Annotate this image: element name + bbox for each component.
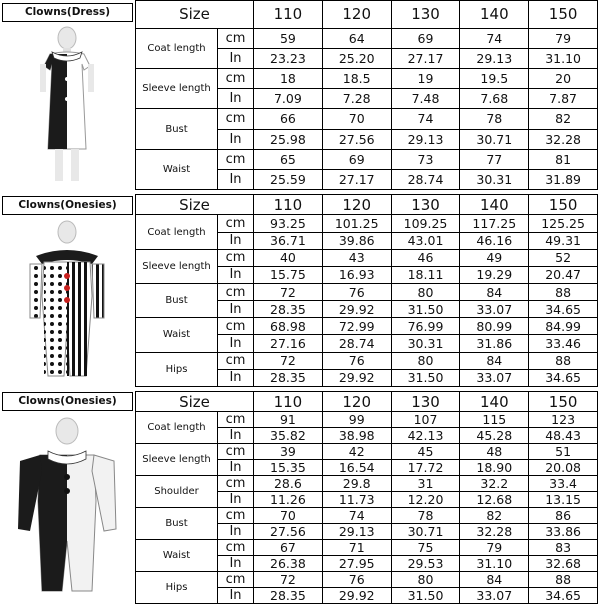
measurement-value: 20 xyxy=(529,69,598,89)
measurement-value: 33.46 xyxy=(529,335,598,352)
measurement-value: 51 xyxy=(529,444,598,460)
rows-onesies-2 xyxy=(136,412,598,604)
table-row xyxy=(136,215,598,232)
measurement-value: 20.08 xyxy=(529,460,598,476)
measurement-value: 30.31 xyxy=(460,169,529,189)
measurement-value: 33.07 xyxy=(460,588,529,604)
rows-onesies-1 xyxy=(136,215,598,387)
measurement-value: 69 xyxy=(322,149,391,169)
measurement-value: 73 xyxy=(391,149,460,169)
unit-label: cm xyxy=(218,318,254,335)
measurement-value: 29.8 xyxy=(322,476,391,492)
measurement-value: 31.50 xyxy=(391,369,460,386)
measurement-value: 69 xyxy=(391,28,460,48)
measurement-value: 31.50 xyxy=(391,301,460,318)
unit-label: In xyxy=(218,301,254,318)
measurement-value: 46 xyxy=(391,249,460,266)
measurement-value: 84.99 xyxy=(529,318,598,335)
size-chart-onesies-1 xyxy=(0,194,600,387)
unit-label: cm xyxy=(218,28,254,48)
measurement-value: 25.59 xyxy=(254,169,323,189)
measurement-value: 7.68 xyxy=(460,89,529,109)
measurement-label: Bust xyxy=(136,109,218,149)
unit-label: In xyxy=(218,588,254,604)
size-120: 120 xyxy=(322,392,391,412)
size-140: 140 xyxy=(460,1,529,29)
unit-label: In xyxy=(218,369,254,386)
measurement-value: 115 xyxy=(460,412,529,428)
table-row xyxy=(136,109,598,129)
size-110: 110 xyxy=(254,195,323,215)
unit-label: In xyxy=(218,492,254,508)
measurement-value: 82 xyxy=(460,508,529,524)
measurement-value: 75 xyxy=(391,540,460,556)
unit-label: cm xyxy=(218,572,254,588)
measurement-value: 72 xyxy=(254,352,323,369)
measurement-value: 74 xyxy=(460,28,529,48)
table-row xyxy=(136,69,598,89)
size-table-onesies-2 xyxy=(135,391,598,604)
size-150: 150 xyxy=(529,195,598,215)
measurement-value: 28.35 xyxy=(254,301,323,318)
measurement-value: 84 xyxy=(460,284,529,301)
measurement-value: 84 xyxy=(460,572,529,588)
measurement-value: 45 xyxy=(391,444,460,460)
measurement-value: 27.95 xyxy=(322,556,391,572)
measurement-value: 25.20 xyxy=(322,48,391,68)
unit-label: In xyxy=(218,232,254,249)
table-row xyxy=(136,572,598,588)
measurement-label: Bust xyxy=(136,508,218,540)
measurement-value: 33.4 xyxy=(529,476,598,492)
measurement-value: 88 xyxy=(529,352,598,369)
size-150: 150 xyxy=(529,392,598,412)
measurement-value: 25.98 xyxy=(254,129,323,149)
unit-label: cm xyxy=(218,215,254,232)
measurement-value: 31.10 xyxy=(460,556,529,572)
measurement-value: 23.23 xyxy=(254,48,323,68)
measurement-value: 88 xyxy=(529,284,598,301)
measurement-value: 117.25 xyxy=(460,215,529,232)
table-row xyxy=(136,149,598,169)
measurement-value: 33.07 xyxy=(460,369,529,386)
unit-label: In xyxy=(218,335,254,352)
measurement-label: Coat length xyxy=(136,28,218,68)
unit-label: cm xyxy=(218,284,254,301)
measurement-value: 46.16 xyxy=(460,232,529,249)
measurement-value: 39 xyxy=(254,444,323,460)
measurement-label: Waist xyxy=(136,318,218,352)
measurement-value: 68.98 xyxy=(254,318,323,335)
measurement-value: 77 xyxy=(460,149,529,169)
measurement-value: 74 xyxy=(391,109,460,129)
measurement-value: 80 xyxy=(391,284,460,301)
unit-label: In xyxy=(218,89,254,109)
measurement-value: 29.13 xyxy=(391,129,460,149)
unit-label: cm xyxy=(218,149,254,169)
unit-label: In xyxy=(218,266,254,283)
unit-label: cm xyxy=(218,476,254,492)
size-130: 130 xyxy=(391,1,460,29)
size-chart-onesies-2 xyxy=(0,391,600,603)
measurement-value: 64 xyxy=(322,28,391,48)
measurement-value: 48.43 xyxy=(529,428,598,444)
measurement-value: 40 xyxy=(254,249,323,266)
size-120: 120 xyxy=(322,1,391,29)
measurement-value: 93.25 xyxy=(254,215,323,232)
measurement-value: 34.65 xyxy=(529,301,598,318)
measurement-value: 19.29 xyxy=(460,266,529,283)
measurement-value: 80 xyxy=(391,352,460,369)
measurement-value: 30.71 xyxy=(391,524,460,540)
measurement-value: 101.25 xyxy=(322,215,391,232)
measurement-value: 15.75 xyxy=(254,266,323,283)
measurement-value: 17.72 xyxy=(391,460,460,476)
measurement-value: 19.5 xyxy=(460,69,529,89)
measurement-value: 28.35 xyxy=(254,588,323,604)
measurement-value: 7.48 xyxy=(391,89,460,109)
size-130: 130 xyxy=(391,392,460,412)
size-table-dress xyxy=(135,0,598,190)
measurement-value: 32.28 xyxy=(529,129,598,149)
measurement-value: 29.92 xyxy=(322,369,391,386)
clown-onesie-polka-photo xyxy=(0,216,134,386)
measurement-value: 27.17 xyxy=(391,48,460,68)
measurement-value: 15.35 xyxy=(254,460,323,476)
measurement-value: 84 xyxy=(460,352,529,369)
measurement-value: 109.25 xyxy=(391,215,460,232)
measurement-value: 49.31 xyxy=(529,232,598,249)
measurement-value: 76 xyxy=(322,352,391,369)
unit-label: cm xyxy=(218,249,254,266)
measurement-value: 78 xyxy=(460,109,529,129)
table-row xyxy=(136,28,598,48)
measurement-label: Hips xyxy=(136,352,218,386)
section-title: Clowns(Dress) xyxy=(2,3,133,22)
measurement-value: 16.93 xyxy=(322,266,391,283)
measurement-value: 27.56 xyxy=(322,129,391,149)
measurement-value: 123 xyxy=(529,412,598,428)
section-title: Clowns(Onesies) xyxy=(2,196,133,215)
measurement-value: 71 xyxy=(322,540,391,556)
measurement-value: 11.73 xyxy=(322,492,391,508)
unit-label: cm xyxy=(218,508,254,524)
measurement-value: 67 xyxy=(254,540,323,556)
measurement-value: 49 xyxy=(460,249,529,266)
measurement-value: 7.09 xyxy=(254,89,323,109)
table-row xyxy=(136,318,598,335)
measurement-value: 32.2 xyxy=(460,476,529,492)
measurement-value: 7.87 xyxy=(529,89,598,109)
measurement-value: 11.26 xyxy=(254,492,323,508)
size-110: 110 xyxy=(254,1,323,29)
measurement-label: Sleeve length xyxy=(136,69,218,109)
measurement-value: 29.92 xyxy=(322,301,391,318)
measurement-value: 83 xyxy=(529,540,598,556)
table-row xyxy=(136,352,598,369)
unit-label: cm xyxy=(218,69,254,89)
unit-label: cm xyxy=(218,444,254,460)
measurement-value: 81 xyxy=(529,149,598,169)
measurement-label: Sleeve length xyxy=(136,444,218,476)
table-row xyxy=(136,508,598,524)
clown-dress-photo xyxy=(0,24,134,188)
size-140: 140 xyxy=(460,392,529,412)
measurement-label: Hips xyxy=(136,572,218,604)
measurement-value: 38.98 xyxy=(322,428,391,444)
measurement-value: 31 xyxy=(391,476,460,492)
measurement-value: 29.92 xyxy=(322,588,391,604)
measurement-label: Coat length xyxy=(136,412,218,444)
measurement-value: 70 xyxy=(254,508,323,524)
measurement-value: 79 xyxy=(529,28,598,48)
rows-dress xyxy=(136,28,598,189)
measurement-value: 76 xyxy=(322,572,391,588)
measurement-value: 19 xyxy=(391,69,460,89)
measurement-value: 34.65 xyxy=(529,588,598,604)
section-title: Clowns(Onesies) xyxy=(2,392,133,411)
measurement-value: 76 xyxy=(322,284,391,301)
measurement-value: 36.71 xyxy=(254,232,323,249)
measurement-value: 80 xyxy=(391,572,460,588)
measurement-value: 59 xyxy=(254,28,323,48)
measurement-value: 99 xyxy=(322,412,391,428)
measurement-value: 31.10 xyxy=(529,48,598,68)
clown-onesie-black-white-photo xyxy=(0,411,134,599)
measurement-value: 29.13 xyxy=(460,48,529,68)
measurement-value: 78 xyxy=(391,508,460,524)
measurement-value: 26.38 xyxy=(254,556,323,572)
measurement-value: 29.13 xyxy=(322,524,391,540)
measurement-value: 33.07 xyxy=(460,301,529,318)
measurement-value: 125.25 xyxy=(529,215,598,232)
measurement-value: 70 xyxy=(322,109,391,129)
size-150: 150 xyxy=(529,1,598,29)
measurement-label: Waist xyxy=(136,540,218,572)
size-table-onesies-1 xyxy=(135,194,598,387)
measurement-value: 33.86 xyxy=(529,524,598,540)
table-row xyxy=(136,284,598,301)
size-130: 130 xyxy=(391,195,460,215)
table-row xyxy=(136,249,598,266)
table-row xyxy=(136,444,598,460)
measurement-value: 52 xyxy=(529,249,598,266)
measurement-value: 29.53 xyxy=(391,556,460,572)
unit-label: cm xyxy=(218,352,254,369)
measurement-value: 32.28 xyxy=(460,524,529,540)
measurement-value: 43.01 xyxy=(391,232,460,249)
measurement-value: 18.90 xyxy=(460,460,529,476)
measurement-value: 66 xyxy=(254,109,323,129)
size-chart-dress xyxy=(0,0,600,190)
measurement-value: 12.68 xyxy=(460,492,529,508)
unit-label: In xyxy=(218,524,254,540)
measurement-value: 72.99 xyxy=(322,318,391,335)
unit-label: In xyxy=(218,556,254,572)
measurement-value: 28.35 xyxy=(254,369,323,386)
measurement-value: 43 xyxy=(322,249,391,266)
measurement-value: 34.65 xyxy=(529,369,598,386)
table-row xyxy=(136,412,598,428)
measurement-value: 16.54 xyxy=(322,460,391,476)
unit-label: In xyxy=(218,428,254,444)
measurement-value: 18.5 xyxy=(322,69,391,89)
measurement-value: 12.20 xyxy=(391,492,460,508)
measurement-label: Bust xyxy=(136,284,218,318)
measurement-label: Sleeve length xyxy=(136,249,218,283)
measurement-value: 91 xyxy=(254,412,323,428)
measurement-value: 42.13 xyxy=(391,428,460,444)
measurement-label: Coat length xyxy=(136,215,218,249)
measurement-value: 76.99 xyxy=(391,318,460,335)
measurement-value: 88 xyxy=(529,572,598,588)
size-110: 110 xyxy=(254,392,323,412)
size-140: 140 xyxy=(460,195,529,215)
measurement-value: 7.28 xyxy=(322,89,391,109)
measurement-value: 74 xyxy=(322,508,391,524)
size-header: Size xyxy=(136,1,254,29)
unit-label: In xyxy=(218,48,254,68)
measurement-value: 30.71 xyxy=(460,129,529,149)
measurement-value: 72 xyxy=(254,284,323,301)
table-row xyxy=(136,476,598,492)
measurement-value: 28.74 xyxy=(322,335,391,352)
unit-label: In xyxy=(218,460,254,476)
measurement-value: 31.50 xyxy=(391,588,460,604)
measurement-value: 107 xyxy=(391,412,460,428)
measurement-value: 86 xyxy=(529,508,598,524)
unit-label: In xyxy=(218,169,254,189)
measurement-value: 30.31 xyxy=(391,335,460,352)
measurement-value: 28.6 xyxy=(254,476,323,492)
measurement-value: 27.17 xyxy=(322,169,391,189)
measurement-value: 27.16 xyxy=(254,335,323,352)
measurement-value: 20.47 xyxy=(529,266,598,283)
measurement-value: 82 xyxy=(529,109,598,129)
measurement-value: 39.86 xyxy=(322,232,391,249)
measurement-value: 35.82 xyxy=(254,428,323,444)
measurement-value: 72 xyxy=(254,572,323,588)
measurement-value: 31.86 xyxy=(460,335,529,352)
measurement-value: 28.74 xyxy=(391,169,460,189)
unit-label: In xyxy=(218,129,254,149)
unit-label: cm xyxy=(218,540,254,556)
size-header: Size xyxy=(136,392,254,412)
unit-label: cm xyxy=(218,109,254,129)
measurement-value: 13.15 xyxy=(529,492,598,508)
size-120: 120 xyxy=(322,195,391,215)
measurement-value: 65 xyxy=(254,149,323,169)
measurement-value: 27.56 xyxy=(254,524,323,540)
measurement-value: 18.11 xyxy=(391,266,460,283)
measurement-value: 42 xyxy=(322,444,391,460)
measurement-value: 32.68 xyxy=(529,556,598,572)
size-header: Size xyxy=(136,195,254,215)
unit-label: cm xyxy=(218,412,254,428)
table-row xyxy=(136,540,598,556)
measurement-value: 31.89 xyxy=(529,169,598,189)
measurement-value: 79 xyxy=(460,540,529,556)
measurement-label: Waist xyxy=(136,149,218,189)
measurement-value: 18 xyxy=(254,69,323,89)
measurement-label: Shoulder xyxy=(136,476,218,508)
measurement-value: 45.28 xyxy=(460,428,529,444)
measurement-value: 80.99 xyxy=(460,318,529,335)
measurement-value: 48 xyxy=(460,444,529,460)
